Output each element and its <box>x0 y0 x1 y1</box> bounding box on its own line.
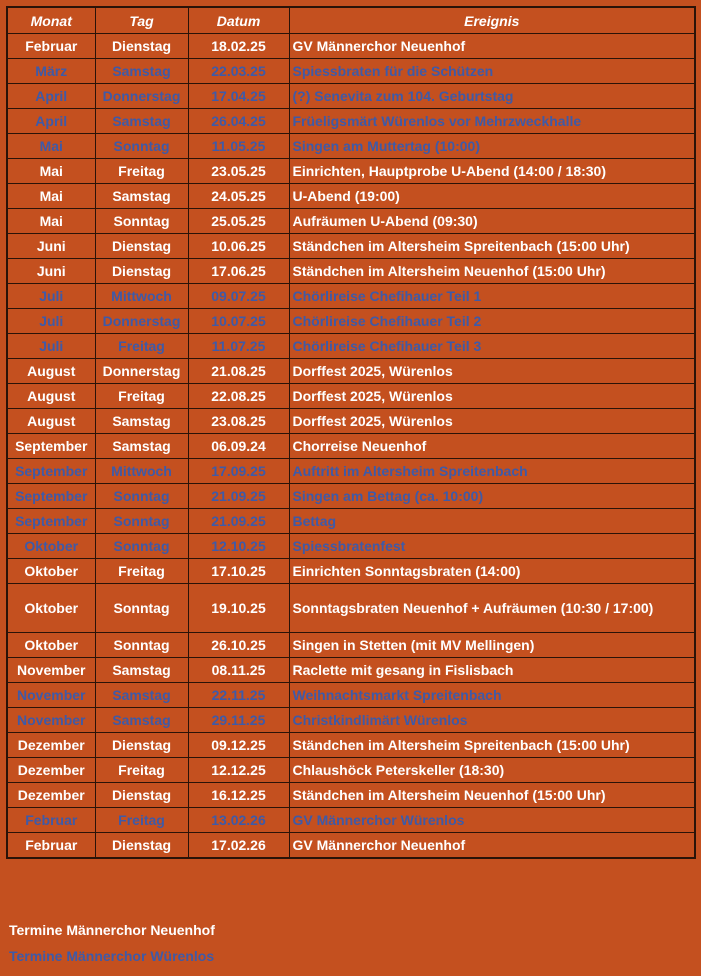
cell-monat: Mai <box>7 134 95 159</box>
cell-ereignis: Christkindlimärt Würenlos <box>289 708 695 733</box>
cell-datum: 21.09.25 <box>188 484 289 509</box>
cell-tag: Dienstag <box>95 34 188 59</box>
cell-ereignis: Chlaushöck Peterskeller (18:30) <box>289 758 695 783</box>
cell-tag: Sonntag <box>95 584 188 633</box>
cell-ereignis: Singen am Bettag (ca. 10:00) <box>289 484 695 509</box>
cell-monat: Juni <box>7 234 95 259</box>
cell-datum: 17.04.25 <box>188 84 289 109</box>
table-row <box>7 633 695 658</box>
cell-ereignis: Ständchen im Altersheim Spreitenbach (15:00 Uhr) <box>289 234 695 259</box>
column-header-monat: Monat <box>7 7 95 34</box>
column-header-datum: Datum <box>188 7 289 34</box>
events-table <box>6 6 696 859</box>
cell-monat: März <box>7 59 95 84</box>
cell-ereignis: Chorreise Neuenhof <box>289 434 695 459</box>
cell-tag: Samstag <box>95 409 188 434</box>
cell-ereignis: Auftritt im Altersheim Spreitenbach <box>289 459 695 484</box>
table-row <box>7 584 695 633</box>
cell-monat: Februar <box>7 34 95 59</box>
cell-monat: Mai <box>7 209 95 234</box>
table-row <box>7 534 695 559</box>
cell-ereignis: Aufräumen U-Abend (09:30) <box>289 209 695 234</box>
table-row <box>7 309 695 334</box>
cell-tag: Freitag <box>95 559 188 584</box>
cell-monat: Juli <box>7 309 95 334</box>
cell-tag: Samstag <box>95 109 188 134</box>
table-row <box>7 683 695 708</box>
cell-tag: Donnerstag <box>95 309 188 334</box>
cell-ereignis: Singen am Muttertag (10:00) <box>289 134 695 159</box>
cell-monat: August <box>7 359 95 384</box>
cell-tag: Sonntag <box>95 534 188 559</box>
cell-datum: 23.08.25 <box>188 409 289 434</box>
cell-datum: 12.10.25 <box>188 534 289 559</box>
cell-monat: Mai <box>7 184 95 209</box>
cell-monat: August <box>7 409 95 434</box>
cell-monat: Februar <box>7 833 95 859</box>
cell-datum: 21.09.25 <box>188 509 289 534</box>
cell-tag: Freitag <box>95 384 188 409</box>
table-row <box>7 334 695 359</box>
table-row <box>7 484 695 509</box>
cell-datum: 29.11.25 <box>188 708 289 733</box>
cell-datum: 26.04.25 <box>188 109 289 134</box>
cell-tag: Freitag <box>95 758 188 783</box>
cell-monat: April <box>7 84 95 109</box>
cell-tag: Dienstag <box>95 234 188 259</box>
cell-monat: Juli <box>7 284 95 309</box>
cell-tag: Sonntag <box>95 509 188 534</box>
cell-datum: 10.07.25 <box>188 309 289 334</box>
cell-tag: Samstag <box>95 708 188 733</box>
table-row <box>7 259 695 284</box>
table-row <box>7 758 695 783</box>
cell-datum: 17.02.26 <box>188 833 289 859</box>
cell-ereignis: Singen in Stetten (mit MV Mellingen) <box>289 633 695 658</box>
table-row <box>7 234 695 259</box>
cell-tag: Freitag <box>95 159 188 184</box>
cell-tag: Samstag <box>95 658 188 683</box>
cell-monat: Februar <box>7 808 95 833</box>
cell-ereignis: Chörlireise Chefihauer Teil 3 <box>289 334 695 359</box>
cell-monat: Oktober <box>7 534 95 559</box>
cell-tag: Dienstag <box>95 259 188 284</box>
cell-monat: November <box>7 708 95 733</box>
cell-monat: September <box>7 459 95 484</box>
cell-datum: 22.11.25 <box>188 683 289 708</box>
cell-datum: 23.05.25 <box>188 159 289 184</box>
cell-ereignis: Dorffest 2025, Würenlos <box>289 384 695 409</box>
cell-tag: Donnerstag <box>95 359 188 384</box>
cell-datum: 09.07.25 <box>188 284 289 309</box>
cell-ereignis: Raclette mit gesang in Fislisbach <box>289 658 695 683</box>
cell-ereignis: U-Abend (19:00) <box>289 184 695 209</box>
cell-tag: Mittwoch <box>95 284 188 309</box>
table-row <box>7 84 695 109</box>
cell-monat: Oktober <box>7 633 95 658</box>
cell-datum: 21.08.25 <box>188 359 289 384</box>
cell-ereignis: Ständchen im Altersheim Spreitenbach (15:00 Uhr) <box>289 733 695 758</box>
cell-monat: August <box>7 384 95 409</box>
cell-monat: Dezember <box>7 733 95 758</box>
cell-tag: Samstag <box>95 59 188 84</box>
table-row <box>7 134 695 159</box>
cell-monat: September <box>7 484 95 509</box>
cell-tag: Samstag <box>95 184 188 209</box>
table-row <box>7 109 695 134</box>
cell-datum: 24.05.25 <box>188 184 289 209</box>
cell-tag: Samstag <box>95 683 188 708</box>
cell-datum: 13.02.26 <box>188 808 289 833</box>
cell-datum: 25.05.25 <box>188 209 289 234</box>
table-row <box>7 658 695 683</box>
cell-datum: 16.12.25 <box>188 783 289 808</box>
cell-monat: April <box>7 109 95 134</box>
cell-datum: 22.08.25 <box>188 384 289 409</box>
cell-ereignis: Ständchen im Altersheim Neuenhof (15:00 Uhr) <box>289 783 695 808</box>
cell-ereignis: Einrichten, Hauptprobe U-Abend (14:00 / 18:30) <box>289 159 695 184</box>
cell-datum: 11.07.25 <box>188 334 289 359</box>
table-row <box>7 209 695 234</box>
cell-monat: September <box>7 434 95 459</box>
cell-ereignis: Bettag <box>289 509 695 534</box>
cell-datum: 08.11.25 <box>188 658 289 683</box>
table-row <box>7 509 695 534</box>
table-row <box>7 833 695 859</box>
cell-ereignis: GV Männerchor Würenlos <box>289 808 695 833</box>
table-row <box>7 59 695 84</box>
table-row <box>7 34 695 59</box>
cell-tag: Sonntag <box>95 209 188 234</box>
table-row <box>7 459 695 484</box>
cell-tag: Freitag <box>95 334 188 359</box>
table-row <box>7 359 695 384</box>
table-row <box>7 733 695 758</box>
table-header-row <box>7 7 695 34</box>
cell-monat: November <box>7 683 95 708</box>
cell-datum: 11.05.25 <box>188 134 289 159</box>
cell-datum: 12.12.25 <box>188 758 289 783</box>
legend-neuenhof: Termine Männerchor Neuenhof <box>9 922 215 938</box>
cell-ereignis: Früeligsmärt Würenlos vor Mehrzweckhalle <box>289 109 695 134</box>
table-row <box>7 284 695 309</box>
table-row <box>7 184 695 209</box>
cell-monat: Juli <box>7 334 95 359</box>
cell-ereignis: Spiessbratenfest <box>289 534 695 559</box>
cell-ereignis: Einrichten Sonntagsbraten (14:00) <box>289 559 695 584</box>
cell-ereignis: GV Männerchor Neuenhof <box>289 34 695 59</box>
table-row <box>7 708 695 733</box>
cell-tag: Mittwoch <box>95 459 188 484</box>
cell-ereignis: Sonntagsbraten Neuenhof + Aufräumen (10:30 / 17:00) <box>289 584 695 633</box>
cell-datum: 09.12.25 <box>188 733 289 758</box>
cell-datum: 10.06.25 <box>188 234 289 259</box>
legend-wuerenlos: Termine Männerchor Würenlos <box>9 948 215 964</box>
cell-ereignis: Ständchen im Altersheim Neuenhof (15:00 Uhr) <box>289 259 695 284</box>
cell-datum: 17.06.25 <box>188 259 289 284</box>
cell-datum: 18.02.25 <box>188 34 289 59</box>
column-header-ereignis: Ereignis <box>289 7 695 34</box>
cell-ereignis: Dorffest 2025, Würenlos <box>289 409 695 434</box>
cell-monat: Oktober <box>7 559 95 584</box>
cell-tag: Dienstag <box>95 783 188 808</box>
cell-monat: Juni <box>7 259 95 284</box>
cell-monat: November <box>7 658 95 683</box>
cell-ereignis: Chörlireise Chefihauer Teil 2 <box>289 309 695 334</box>
cell-tag: Sonntag <box>95 134 188 159</box>
cell-tag: Donnerstag <box>95 84 188 109</box>
cell-tag: Sonntag <box>95 484 188 509</box>
table-row <box>7 409 695 434</box>
cell-datum: 17.09.25 <box>188 459 289 484</box>
cell-ereignis: (?) Senevita zum 104. Geburtstag <box>289 84 695 109</box>
cell-datum: 06.09.24 <box>188 434 289 459</box>
table-row <box>7 384 695 409</box>
cell-ereignis: GV Männerchor Neuenhof <box>289 833 695 859</box>
table-row <box>7 159 695 184</box>
cell-monat: September <box>7 509 95 534</box>
cell-tag: Dienstag <box>95 733 188 758</box>
cell-datum: 22.03.25 <box>188 59 289 84</box>
cell-tag: Sonntag <box>95 633 188 658</box>
cell-ereignis: Weihnachtsmarkt Spreitenbach <box>289 683 695 708</box>
column-header-tag: Tag <box>95 7 188 34</box>
table-row <box>7 808 695 833</box>
cell-datum: 26.10.25 <box>188 633 289 658</box>
table-row <box>7 434 695 459</box>
table-body <box>7 34 695 859</box>
cell-ereignis: Dorffest 2025, Würenlos <box>289 359 695 384</box>
cell-datum: 17.10.25 <box>188 559 289 584</box>
cell-tag: Dienstag <box>95 833 188 859</box>
cell-ereignis: Chörlireise Chefihauer Teil 1 <box>289 284 695 309</box>
cell-monat: Oktober <box>7 584 95 633</box>
cell-monat: Dezember <box>7 783 95 808</box>
cell-monat: Dezember <box>7 758 95 783</box>
table-row <box>7 559 695 584</box>
cell-tag: Freitag <box>95 808 188 833</box>
cell-ereignis: Spiessbraten für die Schützen <box>289 59 695 84</box>
table-row <box>7 783 695 808</box>
cell-monat: Mai <box>7 159 95 184</box>
cell-datum: 19.10.25 <box>188 584 289 633</box>
cell-tag: Samstag <box>95 434 188 459</box>
